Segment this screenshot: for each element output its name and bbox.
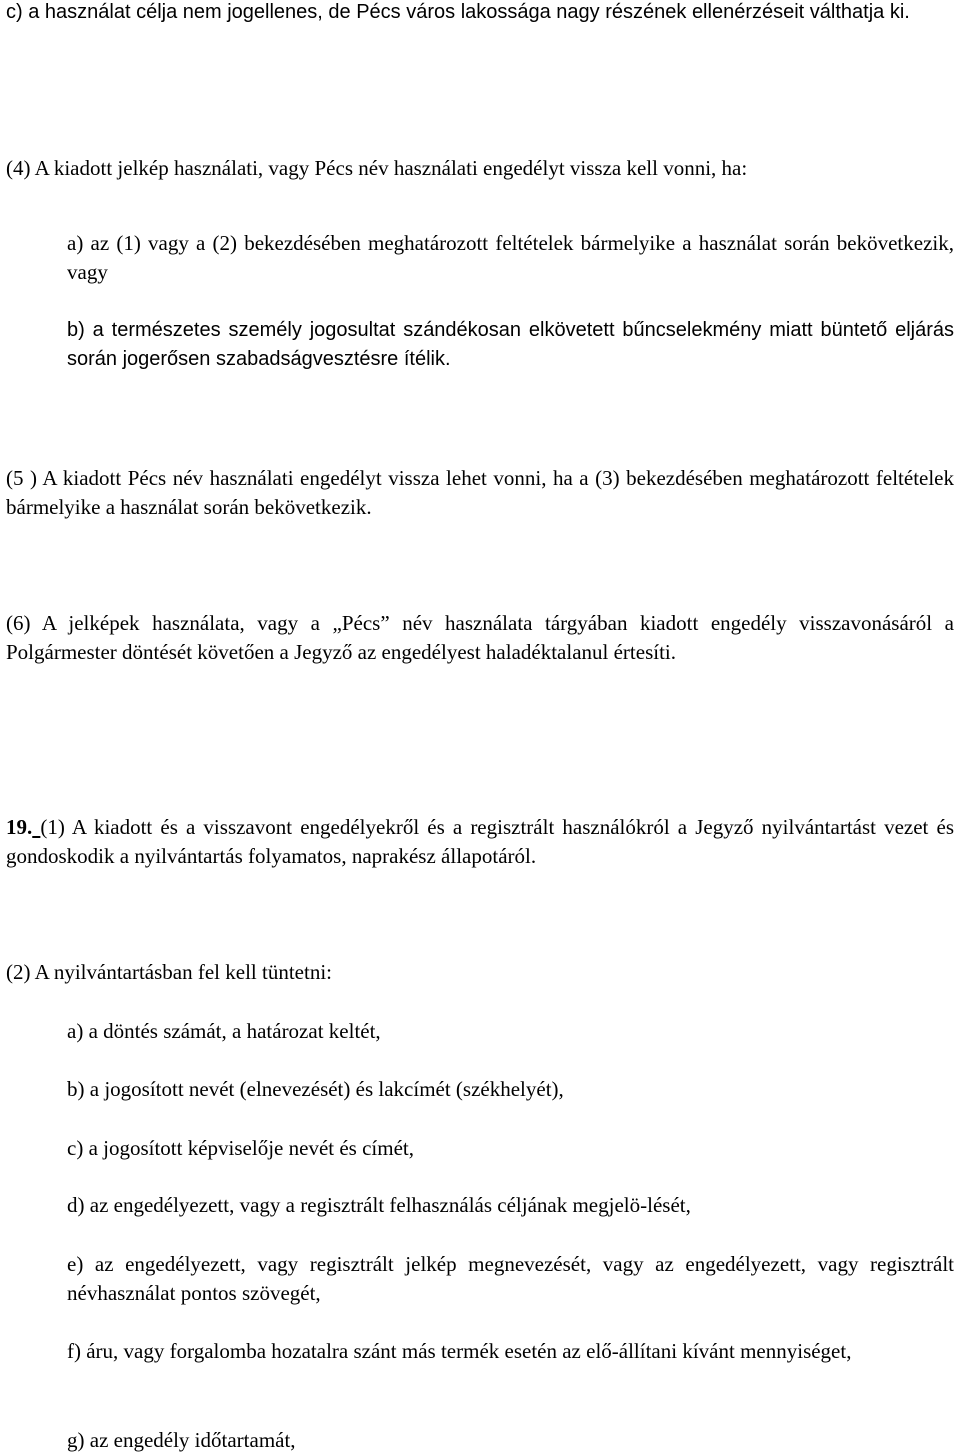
- paragraph-4-item-a: a) az (1) vagy a (2) bekezdésében meghatározott feltételek bármelyike a használat során bekövetkezik, vagy: [67, 231, 954, 284]
- list-item-c: c) a jogosított képviselője nevét és címét,: [67, 1136, 414, 1160]
- list-item-b: b) a jogosított nevét (elnevezését) és lakcímét (székhelyét),: [67, 1077, 564, 1101]
- section-19-text: (1) A kiadott és a visszavont engedélyekről és a regisztrált használókról a Jegyző nyilvántartást vezet és gondoskodik a nyilvántartás folyamatos, naprakész állapotáról.: [6, 815, 955, 868]
- list-item-a: a) a döntés számát, a határozat keltét,: [67, 1019, 381, 1043]
- list-item-e: e) az engedélyezett, vagy regisztrált jelkép megnevezését, vagy az engedélyezett, vagy regisztrált névhasználat pontos szövegét,: [67, 1252, 954, 1305]
- list-item-d: d) az engedélyezett, vagy a regisztrált felhasználás céljának megjelö-lését,: [67, 1193, 691, 1217]
- list-item-f: f) áru, vagy forgalomba hozatalra szánt más termék esetén az elő-állítani kívánt mennyiséget,: [67, 1339, 852, 1363]
- paragraph-4-intro: (4) A kiadott jelkép használati, vagy Pécs név használati engedélyt vissza kell vonni, ha:: [6, 156, 748, 180]
- paragraph-2-intro: (2) A nyilvántartásban fel kell tüntetni:: [6, 960, 333, 984]
- list-item-g: g) az engedély időtartamát,: [67, 1428, 296, 1452]
- section-19-paragraph-1: [6, 813, 954, 871]
- paragraph-5: (5 ) A kiadott Pécs név használati engedélyt vissza lehet vonni, ha a (3) bekezdésében meghatározott feltételek bármelyike a használat során bekövetkezik.: [6, 466, 954, 519]
- paragraph-6: (6) A jelképek használata, vagy a „Pécs” név használata tárgyában kiadott engedély visszavonásáról a Polgármester döntését követően a Jegyző az engedélyest haladéktalanul értesíti.: [6, 611, 954, 664]
- paragraph-c-continuation: c) a használat célja nem jogellenes, de Pécs város lakossága nagy részének ellenérzéseit válthatja ki.: [6, 1, 910, 23]
- paragraph-4-item-b: b) a természetes személy jogosultat szándékosan elkövetett bűncselekmény miatt büntető eljárás során jogerősen szabadságvesztésre ítélik.: [67, 319, 954, 370]
- section-number: 19.: [6, 815, 33, 839]
